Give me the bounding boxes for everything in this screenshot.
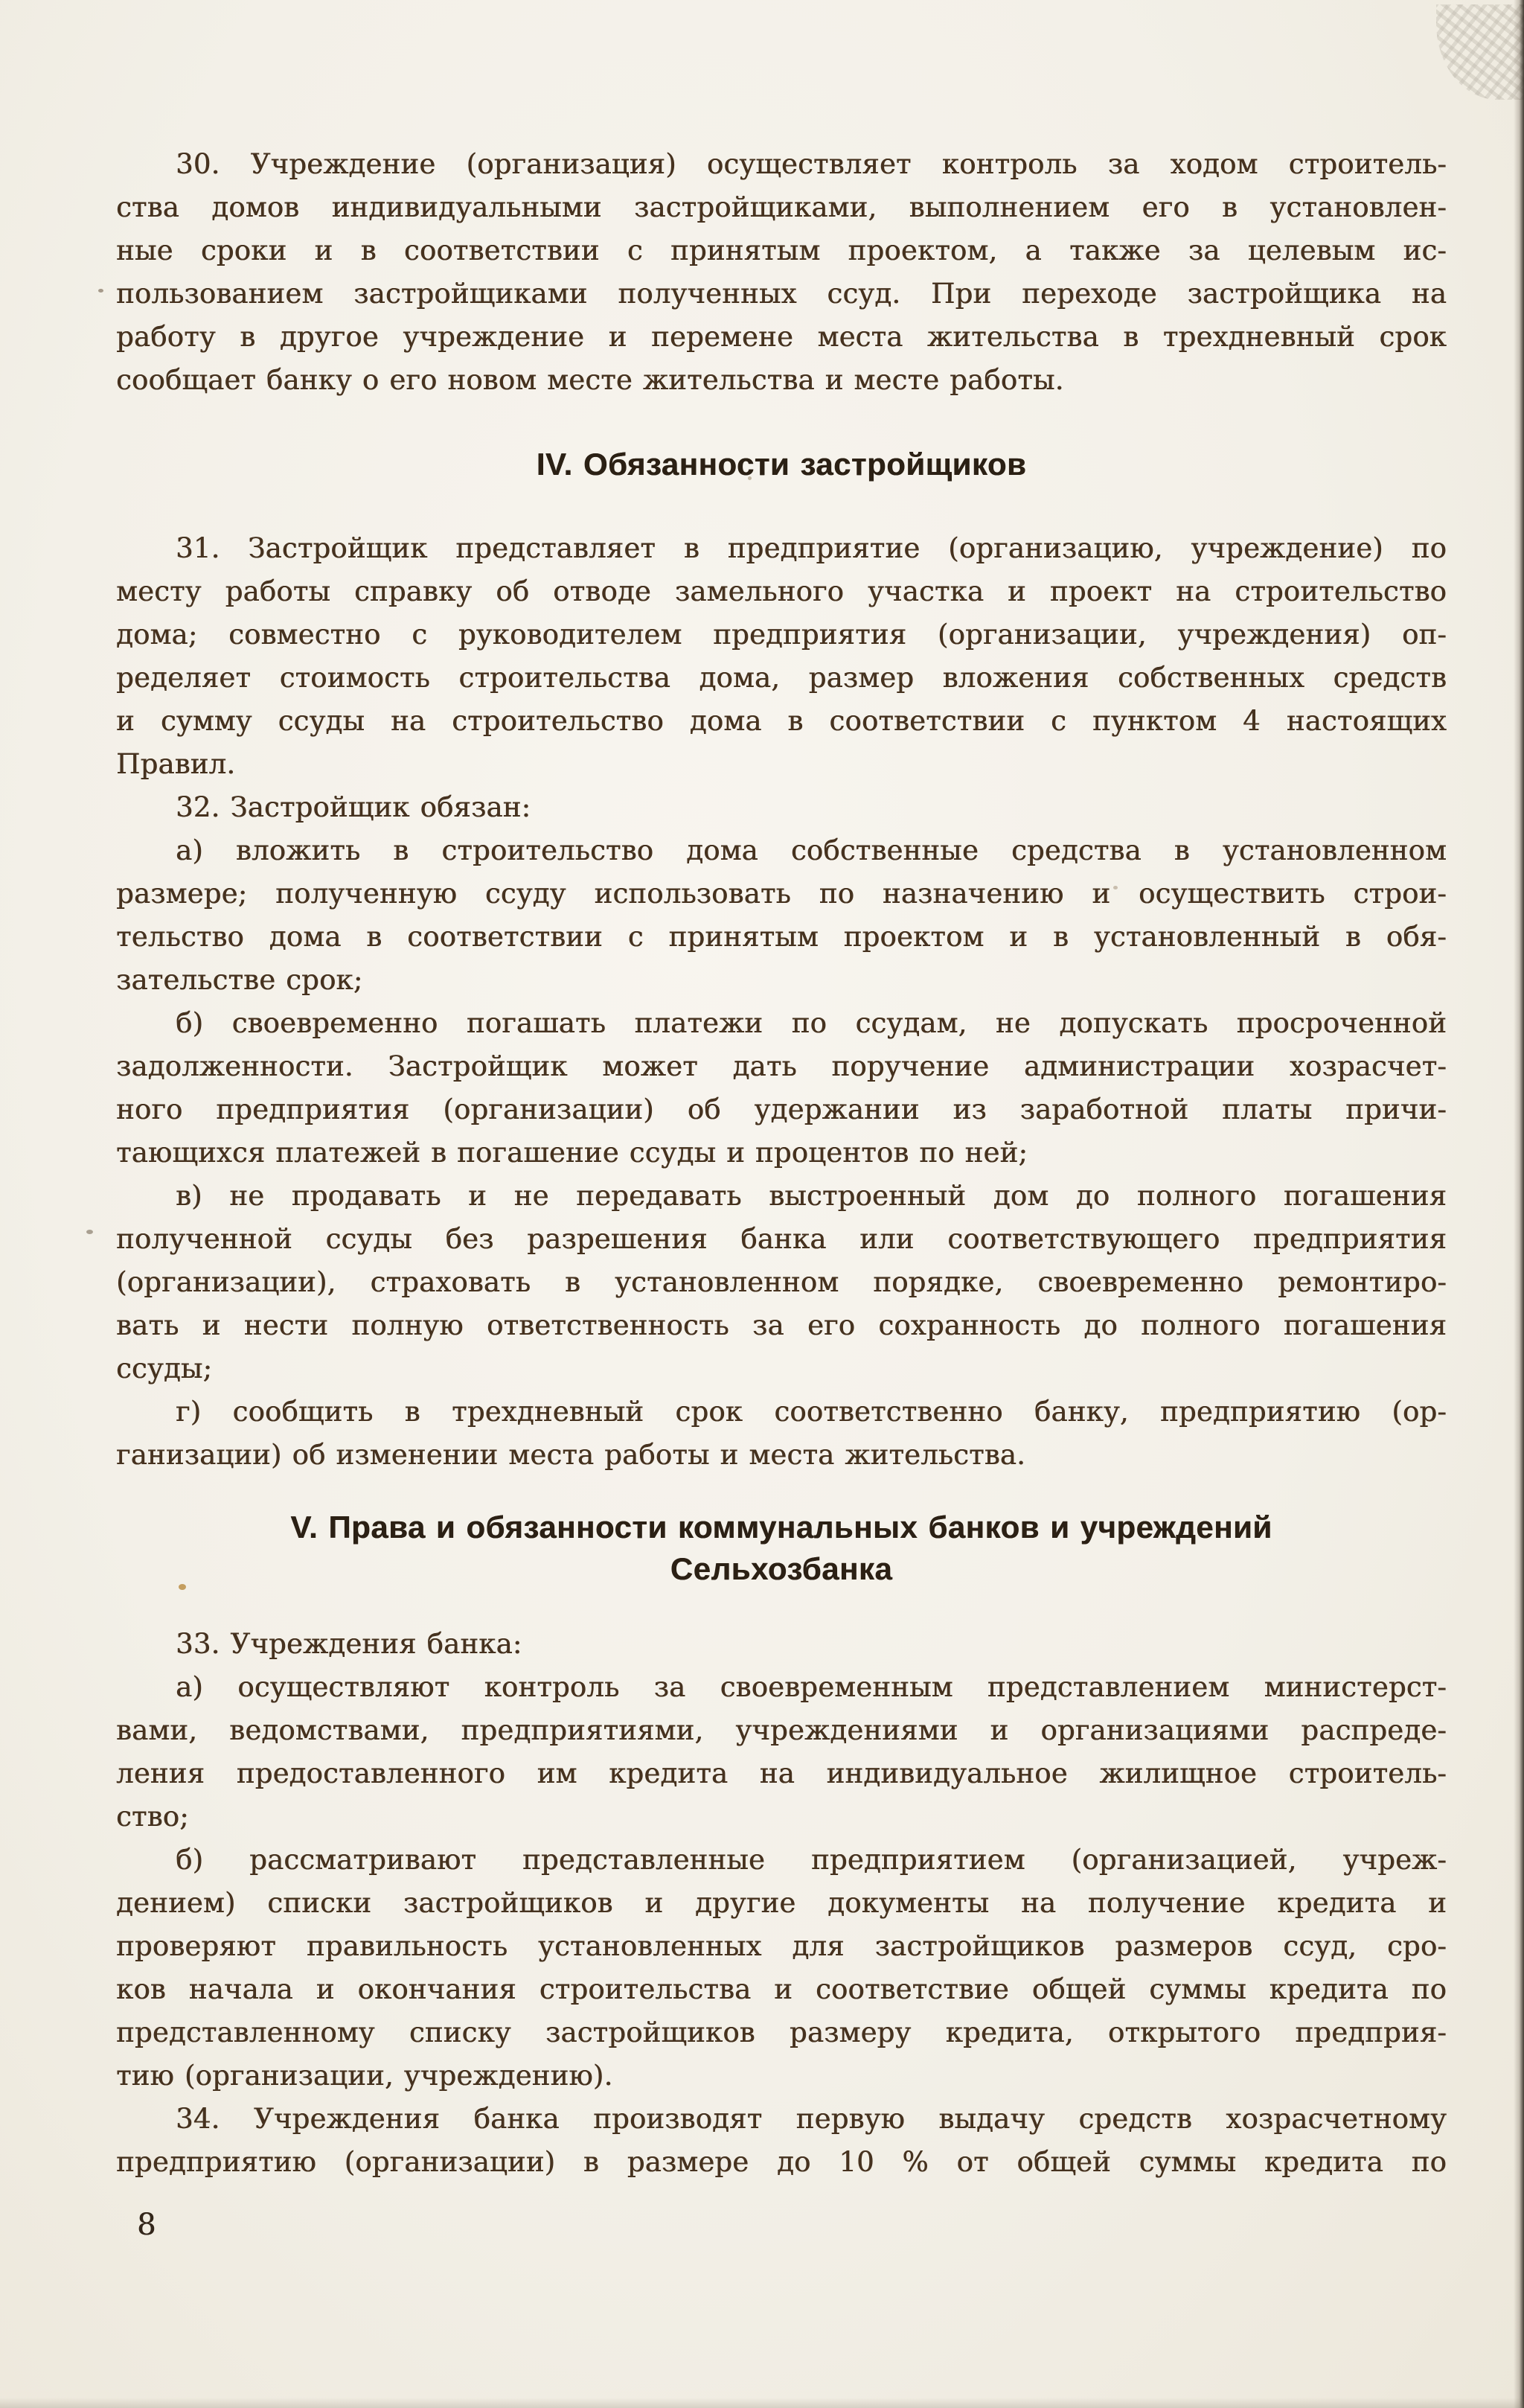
text-line: ства домов индивидуальными застройщиками, выполнением его в установлен-	[116, 191, 1447, 223]
text-line: 30. Учреждение (организация) осуществляет контроль за ходом строитель-	[176, 148, 1447, 180]
text-line: вами, ведомствами, предприятиями, учреждениями и организациями распреде-	[116, 1714, 1447, 1746]
text-line: а) осуществляют контроль за своевременным представлением министерст-	[176, 1671, 1447, 1703]
paragraph-33-item-b	[116, 1839, 1447, 2098]
text-line: пользованием застройщиками полученных ссуд. При переходе застройщика на	[116, 278, 1447, 310]
text-line: месту работы справку об отводе замельного участка и проект на строительство	[116, 575, 1447, 607]
page-number: 8	[137, 2208, 156, 2242]
scan-edge-bottom	[0, 2398, 1524, 2408]
text-line: вать и нести полную ответственность за его сохранность до полного погашения	[116, 1309, 1447, 1341]
text-line: 33. Учреждения банка:	[176, 1628, 522, 1660]
text-line: ссуды;	[116, 1352, 213, 1385]
text-line: проверяют правильность установленных для застройщиков размеров ссуд, сро-	[116, 1930, 1447, 1962]
text-line: 31. Застройщик представляет в предприятие (организацию, учреждение) по	[176, 532, 1447, 564]
text-line: 34. Учреждения банка производят первую выдачу средств хозрасчетному	[176, 2103, 1447, 2135]
paragraph-32-item-a	[116, 829, 1447, 1002]
paragraph-34	[116, 2098, 1447, 2184]
text-line: б) рассматривают представленные предприятием (организацией, учреж-	[176, 1844, 1447, 1876]
text-line: а) вложить в строительство дома собственные средства в установленном	[176, 834, 1447, 866]
text-line: г) сообщить в трехдневный срок соответственно банку, предприятию (ор-	[176, 1396, 1447, 1428]
paragraph-33-intro	[116, 1623, 1447, 1666]
paragraph-32-item-b	[116, 1002, 1447, 1175]
paragraph-32-intro	[116, 786, 1447, 829]
text-line: тельство дома в соответствии с принятым проектом и в установленный в обя-	[116, 921, 1447, 953]
heading-line: IV. Обязанности застройщиков	[536, 447, 1027, 482]
paragraph-32-item-g	[116, 1390, 1447, 1477]
heading-line: Сельхозбанка	[670, 1551, 893, 1586]
text-line: ков начала и окончания строительства и соответствие общей суммы кредита по	[116, 1973, 1447, 2005]
text-line: полученной ссуды без разрешения банка или соответствующего предприятия	[116, 1223, 1447, 1255]
heading-line: V. Права и обязанности коммунальных банков и учреждений	[290, 1510, 1272, 1545]
text-line: ганизации) об изменении места работы и места жительства.	[116, 1439, 1025, 1471]
text-line: ления предоставленного им кредита на индивидуальное жилищное строитель-	[116, 1757, 1447, 1789]
text-line: в) не продавать и не передавать выстроенный дом до полного погашения	[176, 1180, 1447, 1212]
text-line: тию (организации, учреждению).	[116, 2060, 613, 2092]
paragraph-33-item-a	[116, 1666, 1447, 1839]
text-line: (организации), страховать в установленном порядке, своевременно ремонтиро-	[116, 1266, 1447, 1298]
fabric-texture-smudge	[1436, 4, 1524, 100]
paragraph-30	[116, 143, 1447, 402]
text-line: и сумму ссуды на строительство дома в соответствии с пунктом 4 настоящих	[116, 705, 1447, 737]
text-line: представленному списку застройщиков размеру кредита, открытого предприя-	[116, 2016, 1447, 2048]
text-line: б) своевременно погашать платежи по ссудам, не допускать просроченной	[176, 1007, 1447, 1039]
text-line: тающихся платежей в погашение ссуды и процентов по ней;	[116, 1137, 1028, 1169]
text-line: зательстве срок;	[116, 964, 363, 996]
text-line: ределяет стоимость строительства дома, размер вложения собственных средств	[116, 662, 1447, 694]
text-line: ные сроки и в соответствии с принятым проектом, а также за целевым ис-	[116, 234, 1447, 266]
text-line: ного предприятия (организации) об удержании из заработной платы причи-	[116, 1093, 1447, 1125]
text-line: ство;	[116, 1801, 189, 1833]
section-heading-iv	[116, 444, 1447, 485]
text-line: размере; полученную ссуду использовать по назначению и осуществить строи-	[116, 878, 1447, 910]
text-line: задолженности. Застройщик может дать поручение администрации хозрасчет-	[116, 1050, 1447, 1082]
scan-edge-right	[1514, 0, 1524, 2408]
text-line: сообщает банку о его новом месте жительства и месте работы.	[116, 364, 1064, 396]
text-line: работу в другое учреждение и перемене места жительства в трехдневный срок	[116, 321, 1447, 353]
text-line: 32. Застройщик обязан:	[176, 791, 531, 823]
paragraph-32-item-v	[116, 1175, 1447, 1390]
ink-speck	[86, 1230, 93, 1234]
ink-speck	[98, 289, 103, 293]
text-block	[116, 143, 1447, 2184]
text-line: предприятию (организации) в размере до 10 % от общей суммы кредита по	[116, 2146, 1447, 2178]
text-line: Правил.	[116, 748, 236, 780]
text-line: дением) списки застройщиков и другие документы на получение кредита и	[116, 1887, 1447, 1919]
section-heading-v	[116, 1507, 1447, 1590]
paragraph-31	[116, 527, 1447, 786]
text-line: дома; совместно с руководителем предприятия (организации, учреждения) оп-	[116, 619, 1447, 651]
